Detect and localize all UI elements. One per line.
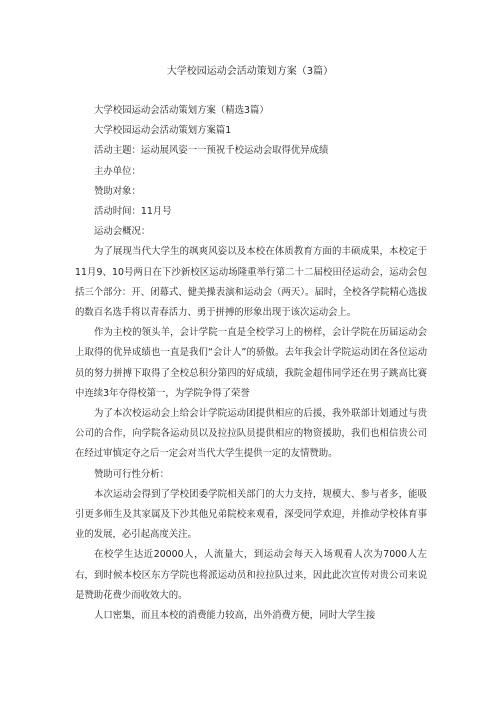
section-heading: 大学校园运动会活动策划方案篇1: [94, 125, 232, 137]
paragraph-support: 本次运动会得到了学校团委学院相关部门的大力支持，规模大、参与者多，能吸引更多师生及其家属及下沙其他兄弟院校来观看，深受同学欢迎，并推动学校体育事业的发展，必引起高度关注。: [75, 488, 427, 541]
activity-time: 活动时间：11月号: [94, 206, 172, 218]
paragraph-sponsorship-request: 为了本次校运动会上给会计学院运动团提供相应的后援，我外联部计划通过与贵公司的合作，向学院各运动员以及拉拉队员提供相应的物资援助，我们也相信贵公司在经过审慎定夺之后一定会对当代大学生提供一定的友情赞助。: [75, 408, 427, 460]
feasibility-heading: 赞助可行性分析：: [94, 468, 170, 480]
organizer-line: 主办单位：: [94, 165, 141, 177]
overview-heading: 运动会概况：: [94, 226, 151, 238]
document-title: 大学校园运动会活动策划方案（3篇）: [166, 66, 334, 77]
document-body: [75, 101, 427, 626]
activity-theme: 活动主题：运动展风姿一一预祝千校运动会取得优异成绩: [94, 145, 329, 157]
paragraph-audience: 在校学生达近20000人，人流量大，到运动会每天入场观看人次为7000人左右，到时候本校区东方学院也将派运动员和拉拉队过来，因此此次宣传对贵公司来说是赞助花费少而收效大的。: [75, 549, 427, 601]
paragraph-accounting-school: 作为主校的领头羊，会计学院一直是全校学习上的榜样，会计学院在历届运动会上取得的优异成绩也一直是我们“会计人”的骄傲。去年我会计学院运动团在各位运动员的努力拼搏下取得了全校总积分第四的好成绩，我院金超伟同学还在男子跳高比赛中连续3年夺得校第一，为学院争得了荣誉: [75, 327, 427, 399]
document-subtitle: 大学校园运动会活动策划方案（精选3篇）: [94, 105, 269, 116]
paragraph-consumption: 人口密集，而且本校的消费能力较高，出外消费方便，同时大学生接: [94, 610, 376, 622]
paragraph-overview: 为了展现当代大学生的飒爽风姿以及本校在体质教育方面的丰硕成果，本校定于11月9、10号两日在下沙新校区运动场隆重举行第二十二届校田径运动会，运动会包括三个部分：开、闭幕式、健美操表演和运动会（两天）。届时，全校各学院精心选拔的数百名选手将以青春活力、勇于拼搏的形象出现于该次运动会上。: [75, 246, 427, 319]
sponsor-line: 赞助对象：: [94, 185, 141, 197]
